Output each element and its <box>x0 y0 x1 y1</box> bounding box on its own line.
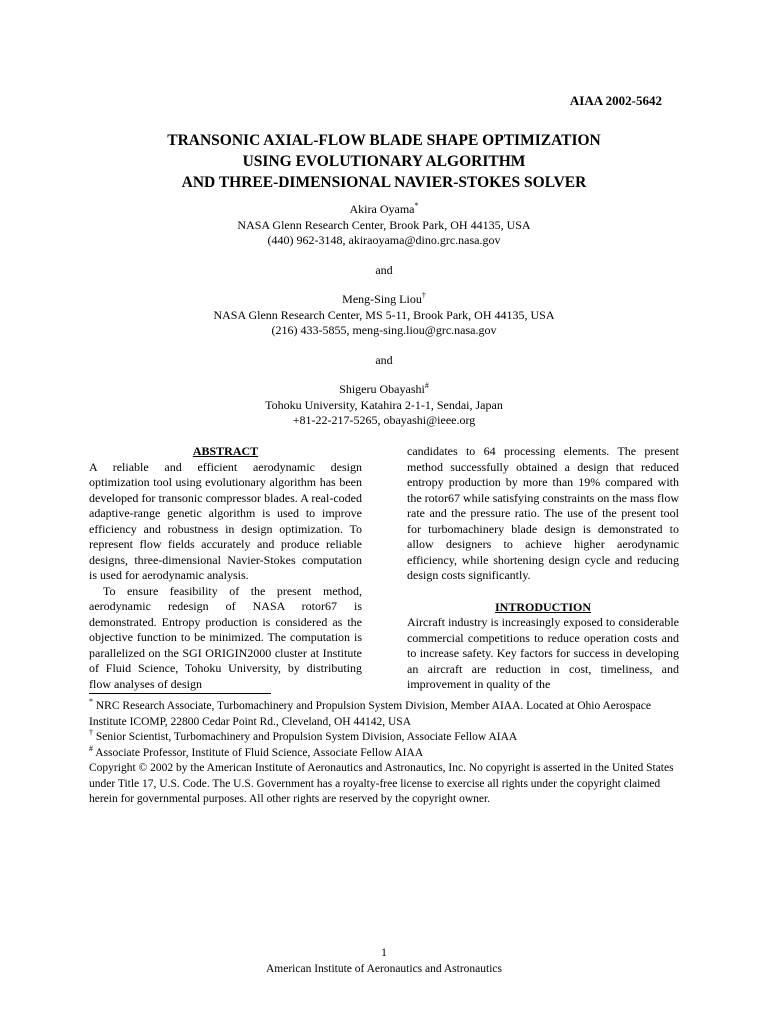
author-name: Meng-Sing Liou† <box>342 291 426 306</box>
abstract-heading: ABSTRACT <box>192 444 259 458</box>
author-contact: (440) 962-3148, akiraoyama@dino.grc.nasa.gov <box>267 233 501 247</box>
abstract-paragraph: To ensure feasibility of the present method, aerodynamic redesign of NASA rotor67 is demonstrated. Entropy production is considered as the objective function to be minimized. The computation is parallelized on the SGI ORIGIN2000 cluster at Institute of Fluid Science, Tohoku University, by distributing flow analyses of design <box>89 583 362 691</box>
footnote-mark: * <box>414 201 419 210</box>
footnote-mark: † <box>89 728 93 738</box>
introduction-heading: INTRODUCTION <box>494 599 591 614</box>
footnote-divider <box>89 693 271 694</box>
author-name: Shigeru Obayashi# <box>339 381 429 396</box>
footnote: * NRC Research Associate, Turbomachinery and Propulsion System Division, Member AIAA. Located at Ohio Aerospace Institute ICOMP, 22800 Cedar Point Rd., Cleveland, OH 44142, USA <box>89 697 651 728</box>
author-separator: and <box>375 262 393 277</box>
page-footer <box>88 946 680 977</box>
author-block <box>88 202 680 249</box>
footnote-mark: # <box>89 743 93 753</box>
copyright-notice: Copyright © 2002 by the American Institute of Aeronautics and Astronautics, Inc. No copyright is asserted in the United States under Title 17, U.S. Code. The U.S. Government has a royalty-free license to exercise all rights under the copyright claimed herein for governmental purposes. All other rights are reserved by the copyright owner. <box>89 762 674 805</box>
page-number: 1 <box>381 947 387 959</box>
footnote-mark: # <box>424 381 429 390</box>
paper-title <box>88 130 680 193</box>
footnotes <box>89 699 681 808</box>
author-name: Akira Oyama* <box>349 201 419 216</box>
author-block <box>88 382 680 429</box>
footnote: # Associate Professor, Institute of Fluid Science, Associate Fellow AIAA <box>89 743 424 759</box>
title-line: AND THREE-DIMENSIONAL NAVIER-STOKES SOLVER <box>181 174 587 191</box>
author-list <box>88 202 680 429</box>
footnote: † Senior Scientist, Turbomachinery and Propulsion System Division, Associate Fellow AIAA <box>89 728 518 743</box>
author-contact: (216) 433-5855, meng-sing.liou@grc.nasa.gov <box>271 323 497 337</box>
author-affiliation: Tohoku University, Katahira 2-1-1, Sendai, Japan <box>265 397 503 412</box>
report-id: AIAA 2002-5642 <box>569 93 662 108</box>
abstract-continuation: candidates to 64 processing elements. The present method successfully obtained a design that reduced entropy production by more than 19% compared with the rotor67 while satisfying constraints on the mass flow rate and the pressure ratio. The use of the present tool for turbomachinery blade design is demonstrated to allow designers to achieve higher aerodynamic efficiency, while shortening design cycle and reducing design costs significantly. <box>407 444 679 582</box>
left-column <box>89 444 362 692</box>
introduction-paragraph: Aircraft industry is increasingly exposed to considerable commercial competitions to reduce operation costs and to increase safety. Key factors for success in developing an aircraft are reduction in cost, timeliness, and improvement in quality of the <box>407 615 679 691</box>
author-affiliation: NASA Glenn Research Center, MS 5-11, Brook Park, OH 44135, USA <box>213 307 555 322</box>
author-contact: +81-22-217-5265, obayashi@ieee.org <box>292 413 476 427</box>
author-block <box>88 292 680 339</box>
footer-organization: American Institute of Aeronautics and Astronautics <box>265 962 502 975</box>
right-column <box>407 444 679 693</box>
author-affiliation: NASA Glenn Research Center, Brook Park, OH 44135, USA <box>237 217 531 232</box>
footnote-mark: † <box>421 291 426 300</box>
abstract-paragraph: A reliable and efficient aerodynamic design optimization tool using evolutionary algorithm has been developed for transonic compressor blades. A real-coded adaptive-range genetic algorithm is used to improve efficiency and robustness in design optimization. To represent flow fields accurately and produce reliable designs, three-dimensional Navier-Stokes computation is used for aerodynamic analysis. <box>89 459 362 582</box>
author-separator: and <box>375 352 393 367</box>
footnote-mark: * <box>89 697 93 707</box>
title-line: TRANSONIC AXIAL-FLOW BLADE SHAPE OPTIMIZATION <box>167 132 601 149</box>
title-line: USING EVOLUTIONARY ALGORITHM <box>242 153 526 170</box>
